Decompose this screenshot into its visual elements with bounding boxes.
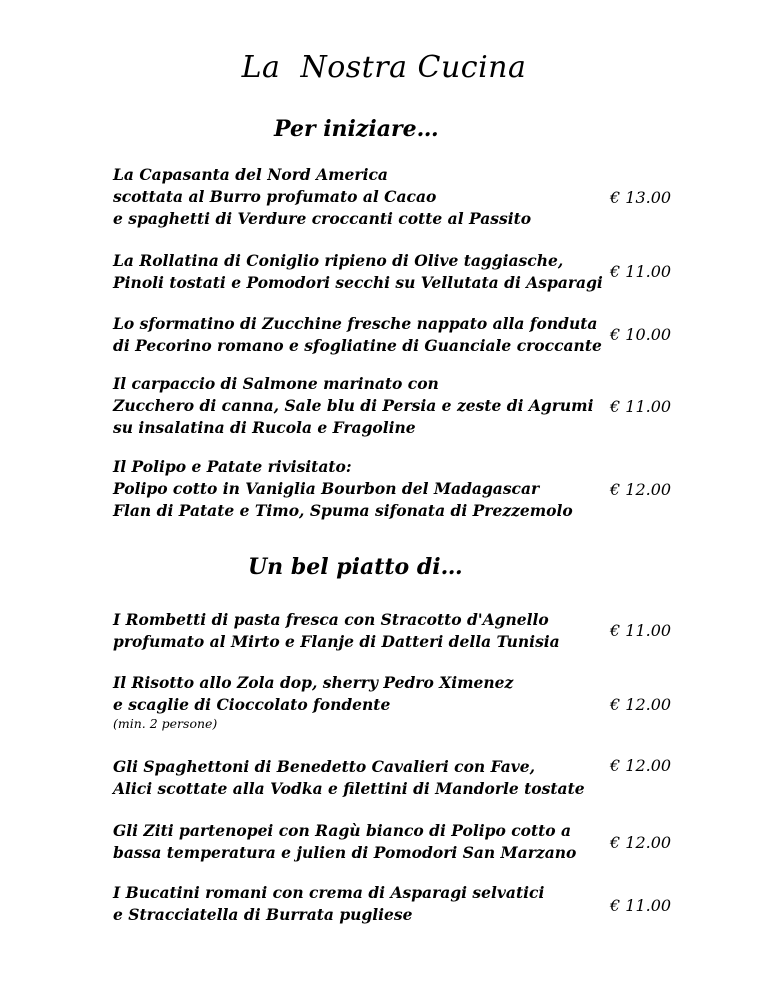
menu-item-line: su insalatina di Rucola e Fragoline [113,418,416,437]
menu-item-price: € 12.00 [610,756,672,775]
menu-item-line: scottata al Burro profumato al Cacao [113,187,437,206]
menu-item-line: e Stracciatella di Burrata pugliese [113,905,413,924]
menu-item-line: Gli Spaghettoni di Benedetto Cavalieri con Fave, [113,757,536,776]
menu-item-line: Gli Ziti partenopei con Ragù bianco di Polipo cotto a [113,821,572,840]
menu-item-line: Il carpaccio di Salmone marinato con [113,374,439,393]
menu-item-description [113,250,603,294]
menu-item-line: e spaghetti di Verdure croccanti cotte al Passito [113,209,532,228]
menu-item-note: (min. 2 persone) [113,716,218,731]
menu-item-line: Lo sformatino di Zucchine fresche nappato alla fonduta [113,314,598,333]
menu-item-price: € 11.00 [610,397,672,416]
menu-item-description [113,609,593,653]
menu-item-description [113,373,593,439]
menu-title: La Nostra Cucina [241,50,527,85]
menu-item-line: di Pecorino romano e sfogliatine di Guanciale croccante [113,336,602,355]
menu-item-price: € 13.00 [610,188,672,207]
menu-item-description [113,313,602,357]
menu-item-price: € 12.00 [610,480,672,499]
menu-item-description [113,882,593,926]
menu-item-line: La Capasanta del Nord America [113,165,388,184]
menu-item-line: Pinoli tostati e Pomodori secchi su Vellutata di Asparagi [113,273,603,292]
menu-item-line: Il Risotto allo Zola dop, sherry Pedro Ximenez [113,673,514,692]
menu-item-line: e scaglie di Cioccolato fondente [113,695,391,714]
menu-item-description [113,820,593,864]
menu-item-line: I Rombetti di pasta fresca con Stracotto d'Agnello [113,610,549,629]
section-heading-mains: Un bel piatto di… [248,554,463,580]
menu-item-description [113,672,593,732]
menu-item-line: Zucchero di canna, Sale blu di Persia e zeste di Agrumi [113,396,594,415]
menu-item-description [113,756,593,800]
menu-item-price: € 12.00 [610,833,672,852]
menu-item-price: € 11.00 [610,621,672,640]
menu-item-description [113,164,593,230]
menu-item-line: La Rollatina di Coniglio ripieno di Olive taggiasche, [113,251,564,270]
menu-item-line: bassa temperatura e julien di Pomodori San Marzano [113,843,577,862]
section-heading-starters: Per iniziare… [274,116,439,142]
menu-item-price: € 12.00 [610,695,672,714]
menu-item-line: Alici scottate alla Vodka e filettini di Mandorle tostate [113,779,585,798]
menu-item-description [113,456,593,522]
menu-item-price: € 11.00 [610,262,672,281]
menu-item-line: profumato al Mirto e Flanje di Datteri della Tunisia [113,632,560,651]
menu-item-line: I Bucatini romani con crema di Asparagi selvatici [113,883,545,902]
menu-item-line: Flan di Patate e Timo, Spuma sifonata di Prezzemolo [113,501,573,520]
menu-item-price: € 10.00 [610,325,672,344]
menu-item-line: Il Polipo e Patate rivisitato: [113,457,352,476]
menu-item-price: € 11.00 [610,896,672,915]
menu-item-line: Polipo cotto in Vaniglia Bourbon del Madagascar [113,479,540,498]
